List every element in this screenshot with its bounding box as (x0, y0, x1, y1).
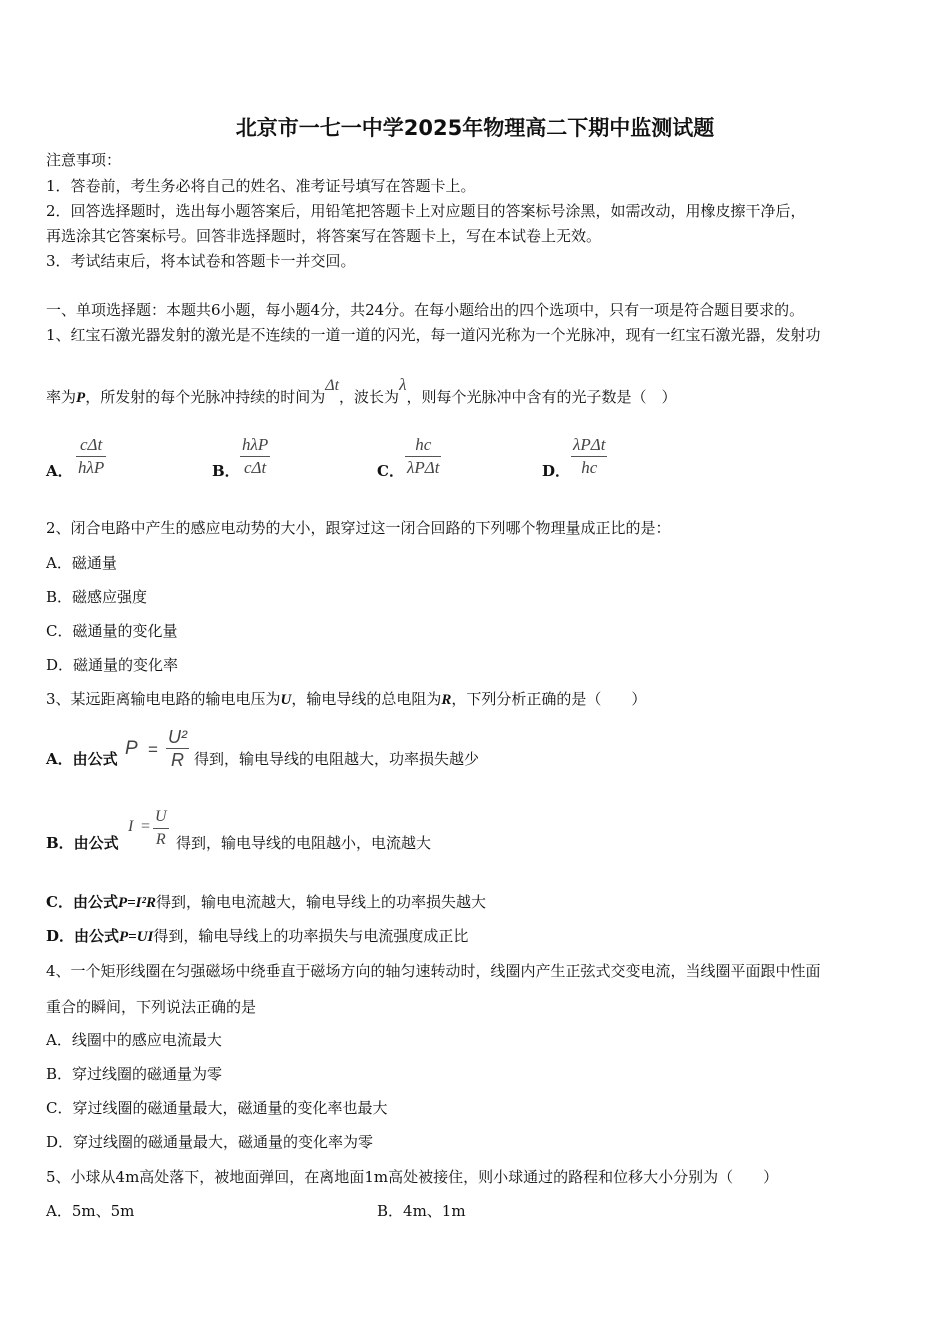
q3-option-d: D．由公式P=UI得到，输电导线上的功率损失与电流强度成正比 (46, 927, 469, 945)
notice-item: 再选涂其它答案标号。回答非选择题时，将答案写在答题卡上，写在本试卷上无效。 (46, 227, 602, 245)
q3-option-b-pre: B．由公式 (46, 834, 119, 852)
q3-option-a-pre: A．由公式 (46, 750, 118, 768)
q3-option-b-equals: = (141, 818, 151, 835)
q3-option-a-fraction: U² R (168, 727, 187, 770)
q2-stem: 2、闭合电路中产生的感应电动势的大小，跟穿过这一闭合回路的下列哪个物理量成正比的是： (46, 519, 671, 537)
q4-stem-line1: 4、一个矩形线圈在匀强磁场中绕垂直于磁场方向的轴匀速转动时，线圈内产生正弦式交变电流，当线圈平面跟中性面 (46, 962, 821, 980)
var-delta-t: Δt (325, 377, 340, 394)
notice-item: 2．回答选择题时，选出每小题答案后，用铅笔把答题卡上对应题目的答案标号涂黑，如需改动，用橡皮擦干净后， (46, 202, 806, 220)
q3-option-a-var: P (125, 738, 138, 759)
page-title: 北京市一七一中学2025年物理高二下期中监测试题 (235, 116, 715, 140)
q1-option-a-label: A． (46, 462, 73, 480)
q3-option-b-var: I (128, 818, 134, 835)
var-P: P (76, 390, 86, 406)
notice-item: 3．考试结束后，将本试卷和答题卡一并交回。 (46, 252, 356, 270)
q3-option-a-text: 得到，输电导线的电阻越大，功率损失越少 (194, 750, 480, 768)
q1-option-a-fraction: cΔt hλP (78, 435, 105, 477)
q1-option-c-label: C． (377, 462, 404, 480)
q1-option-d-label: D． (542, 462, 571, 480)
q4-option-a: A．线圈中的感应电流最大 (46, 1031, 222, 1049)
q1-option-c-fraction: hc λPΔt (407, 435, 440, 477)
q3-option-b-text: 得到，输电导线的电阻越小，电流越大 (176, 834, 432, 852)
q2-option-a: A．磁通量 (46, 554, 117, 572)
q1-option-d-fraction: λPΔt hc (573, 435, 606, 477)
notice-heading: 注意事项： (46, 151, 122, 169)
q4-option-d: D．穿过线圈的磁通量最大，磁通量的变化率为零 (46, 1133, 374, 1151)
var-lambda: λ (399, 375, 407, 394)
q5-option-a: A．5m、5m (46, 1202, 135, 1220)
q2-option-d: D．磁通量的变化率 (46, 656, 179, 674)
q3-stem: 3、某远距离输电电路的输电电压为U，输电导线的总电阻为R，下列分析正确的是（ ） (46, 690, 647, 708)
q2-option-b: B．磁感应强度 (46, 588, 148, 606)
q5-stem: 5、小球从4m高处落下，被地面弹回，在离地面1m高处被接住，则小球通过的路程和位移大小分别为（ ） (46, 1168, 779, 1186)
q4-option-b: B．穿过线圈的磁通量为零 (46, 1065, 223, 1083)
q4-option-c: C．穿过线圈的磁通量最大，磁通量的变化率也最大 (46, 1099, 388, 1117)
q1-stem-line2: 率为P，所发射的每个光脉冲持续的时间为Δt，波长为λ，则每个光脉冲中含有的光子数是（ ） (46, 375, 677, 406)
q2-option-c: C．磁通量的变化量 (46, 622, 178, 640)
section-heading: 一、单项选择题：本题共6小题，每小题4分，共24分。在每小题给出的四个选项中，只有一项是符合题目要求的。 (46, 301, 805, 319)
notice-item: 1．答卷前，考生务必将自己的姓名、准考证号填写在答题卡上。 (46, 177, 476, 195)
q3-option-b-fraction: U R (155, 808, 167, 848)
q3-option-a-equals: = (148, 740, 158, 759)
q3-option-c: C．由公式P=I²R得到，输电电流越大，输电导线上的功率损失越大 (46, 893, 487, 911)
q1-stem-line1: 1、红宝石激光器发射的激光是不连续的一道一道的闪光，每一道闪光称为一个光脉冲，现有一红宝石激光器，发射功 (46, 326, 821, 344)
q5-option-b: B．4m、1m (377, 1202, 466, 1220)
q1-option-b-fraction: hλP cΔt (242, 435, 269, 477)
q4-stem-line2: 重合的瞬间，下列说法正确的是 (46, 998, 257, 1016)
q1-option-b-label: B． (212, 462, 240, 480)
